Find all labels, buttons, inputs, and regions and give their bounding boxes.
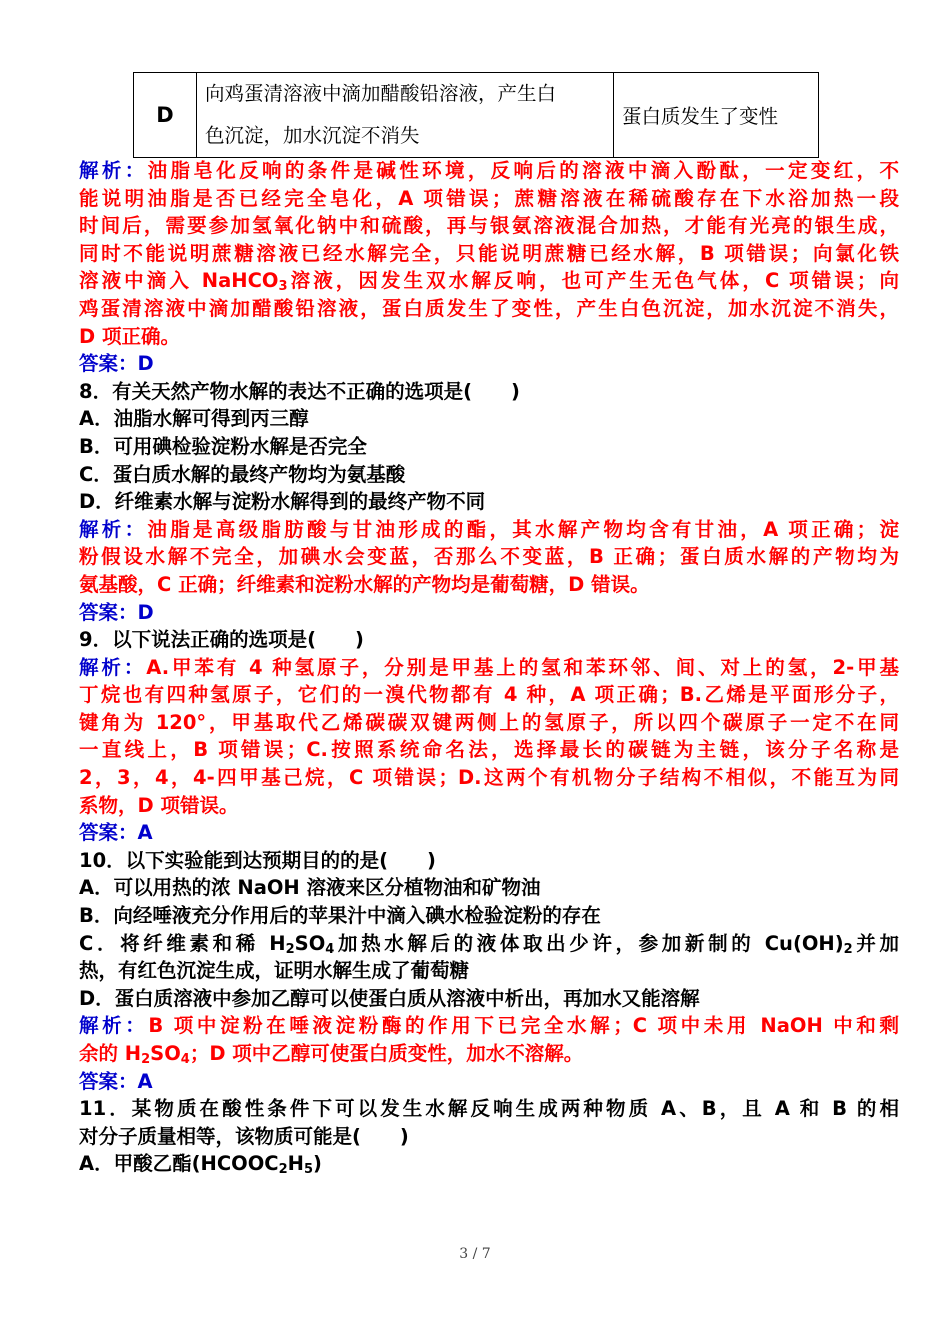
option-statement-cell xyxy=(197,73,614,158)
answer-value: D xyxy=(137,600,154,624)
analysis-line: 余的 $H_2SO_4$；D 项中乙醇可使蛋白质变性，加水不溶解。 xyxy=(79,1042,584,1067)
option-letter-cell: D xyxy=(134,73,197,158)
option-line: A．可以用热的浓 NaOH 溶液来区分植物油和矿物油 xyxy=(79,876,541,900)
option-table xyxy=(133,72,819,158)
option-line: C．蛋白质水解的最终产物均为氨基酸 xyxy=(79,462,406,486)
analysis-line: 丁烷也有四种氢原子，它们的一溴代物都有 4 种，A 项正确；B.乙烯是平面形分子， xyxy=(79,683,899,707)
analysis-line: 解析：B 项中淀粉在唾液淀粉酶的作用下已完全水解；C 项中未用 NaOH 中和剩 xyxy=(79,1014,899,1038)
analysis-line: 粉假设水解不完全，加碘水会变蓝，否那么不变蓝，B 正确；蛋白质水解的产物均为 xyxy=(79,545,899,569)
analysis-line: 键角为 120°，甲基取代乙烯碳碳双键两侧上的氢原子，所以四个碳原子一定不在同 xyxy=(79,710,899,734)
question-stem: 对分子质量相等，该物质可能是( ) xyxy=(79,1124,409,1148)
answer-label: 答案： xyxy=(79,352,138,376)
analysis-label: 解析： xyxy=(79,655,147,679)
answer-line xyxy=(79,819,899,847)
option-line: 热，有红色沉淀生成，证明水解生成了葡萄糖 xyxy=(79,959,470,983)
answer-line xyxy=(79,1068,899,1096)
table-row xyxy=(134,73,819,158)
analysis-line: D 项正确。 xyxy=(79,324,180,348)
option-line: B．可用碘检验淀粉水解是否完全 xyxy=(79,434,367,458)
page-number: 3 / 7 xyxy=(459,1246,491,1262)
option-conclusion-cell: 蛋白质发生了变性 xyxy=(614,73,819,158)
answer-line xyxy=(79,599,899,627)
answer-line xyxy=(79,350,899,378)
analysis-line: 2，3，4，4-四甲基己烷，C 项错误；D.这两个有机物分子结构不相似，不能互为同 xyxy=(79,766,899,790)
question-stem: 9．以下说法正确的选项是( ) xyxy=(79,628,364,652)
analysis-line: 一直线上，B 项错误；C.按照系统命名法，选择最长的碳链为主链，该分子名称是 xyxy=(79,738,899,762)
analysis-line: 鸡蛋清溶液中滴加醋酸铅溶液，蛋白质发生了变性，产生白色沉淀，加水沉淀不消失， xyxy=(79,296,899,320)
question-stem: 8．有关天然产物水解的表达不正确的选项是( ) xyxy=(79,379,520,403)
answer-label: 答案： xyxy=(79,600,138,624)
answer-value: A xyxy=(137,1069,153,1093)
option-line: C．将纤维素和稀 $H_2SO_4$加热水解后的液体取出少许，参加新制的 $Cu(OH)_2$并加 xyxy=(79,931,899,957)
answer-label: 答案： xyxy=(79,1069,138,1093)
question-stem: 11．某物质在酸性条件下可以发生水解反响生成两种物质 A、B，且 A 和 B 的相 xyxy=(79,1097,899,1121)
statement-line: 向鸡蛋清溶液中滴加醋酸铅溶液，产生白 xyxy=(205,82,557,105)
analysis-line: 能说明油脂是否已经完全皂化，A 项错误；蔗糖溶液在稀硫酸存在下水浴加热一段 xyxy=(79,186,899,210)
content-body xyxy=(79,157,899,1178)
option-line: B．向经唾液充分作用后的苹果汁中滴入碘水检验淀粉的存在 xyxy=(79,904,601,928)
option-line: D．蛋白质溶液中参加乙醇可以使蛋白质从溶液中析出，再加水又能溶解 xyxy=(79,986,700,1010)
question-stem: 10．以下实验能到达预期目的的是( ) xyxy=(79,848,436,872)
answer-value: A xyxy=(137,821,153,845)
analysis-line: 解析：A.甲苯有 4 种氢原子，分别是甲基上的氢和苯环邻、间、对上的氢，2-甲基 xyxy=(79,655,899,679)
statement-line: 色沉淀，加水沉淀不消失 xyxy=(205,124,420,147)
analysis-line: 时间后，需要参加氢氧化钠中和硫酸，再与银氨溶液混合加热，才能有光亮的银生成， xyxy=(79,214,899,238)
analysis-line: 溶液中滴入 NaHCO$_3$溶液，因发生双水解反响，也可产生无色气体，C 项错误；向 xyxy=(79,269,899,295)
analysis-label: 解析： xyxy=(79,517,148,541)
answer-value: D xyxy=(137,352,154,376)
option-line: D．纤维素水解与淀粉水解得到的最终产物不同 xyxy=(79,490,486,514)
analysis-line: 系物，D 项错误。 xyxy=(79,793,239,817)
analysis-label: 解析： xyxy=(79,1014,149,1038)
option-line: A．油脂水解可得到丙三醇 xyxy=(79,407,309,431)
analysis-line: 氨基酸，C 正确；纤维素和淀粉水解的产物均是葡萄糖，D 错误。 xyxy=(79,572,650,596)
option-line: A．甲酸乙酯$(HCOOC_2H_5)$ xyxy=(79,1152,322,1178)
analysis-line: 解析：油脂皂化反响的条件是碱性环境，反响后的溶液中滴入酚酞，一定变红，不 xyxy=(79,159,899,182)
answer-label: 答案： xyxy=(79,821,138,845)
analysis-line: 解析：油脂是高级脂肪酸与甘油形成的酯，其水解产物均含有甘油，A 项正确；淀 xyxy=(79,517,899,541)
analysis-label: 解析： xyxy=(79,159,148,182)
analysis-line: 同时不能说明蔗糖溶液已经水解完全，只能说明蔗糖已经水解，B 项错误；向氯化铁 xyxy=(79,241,899,265)
